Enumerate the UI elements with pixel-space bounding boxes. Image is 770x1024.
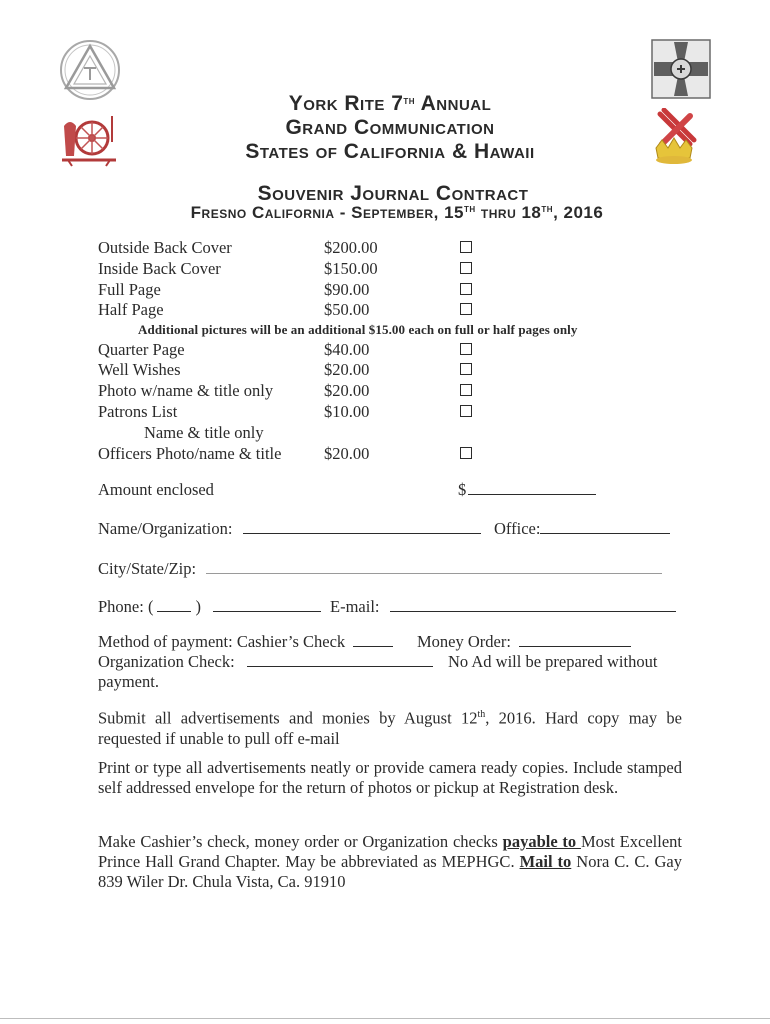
organization-check-field[interactable] (98, 652, 433, 672)
price-row (98, 381, 698, 401)
item-label: Quarter Page (98, 340, 185, 359)
money-order-field[interactable] (417, 632, 631, 652)
name-label: Name/Organization: (98, 519, 233, 538)
item-label: Half Page (98, 300, 164, 319)
item-label: Photo w/name & title only (98, 381, 274, 400)
item-label: Patrons List (98, 402, 178, 421)
item-price: $150.00 (324, 259, 378, 278)
org-check-label: Organization Check: (98, 652, 235, 671)
option-checkbox[interactable] (460, 241, 472, 253)
phone-field[interactable] (98, 597, 321, 617)
item-label: Outside Back Cover (98, 238, 232, 257)
payment-method-field[interactable] (98, 632, 393, 652)
price-row (98, 360, 698, 380)
office-label: Office: (494, 519, 541, 538)
payment-instructions-paragraph: Make Cashier’s check, money order or Organization checks payable to Most Excellent Prince Hall Grand Chapter. May be abbreviated as MEPHGC. Mail to Nora C. C. Gay 839 Wiler Dr. Chula Vista, Ca. 91910 (98, 832, 682, 891)
title-line-2: Grand Communication (285, 116, 495, 139)
event-location-dates: Fresno California - September, 15th thru 18th, 2016 (190, 203, 604, 222)
option-checkbox[interactable] (460, 405, 472, 417)
phone-label: Phone: ( (98, 597, 154, 616)
city-state-zip-field[interactable] (98, 559, 662, 579)
item-label: Inside Back Cover (98, 259, 221, 278)
payment-label: Method of payment: Cashier’s Check (98, 632, 346, 651)
item-sublabel: Name & title only (144, 423, 264, 442)
city-label: City/State/Zip: (98, 559, 197, 578)
item-price: $200.00 (324, 238, 378, 257)
no-ad-warning: No Ad will be prepared without (448, 652, 658, 671)
item-price: $40.00 (324, 340, 370, 359)
amount-field[interactable] (458, 480, 596, 500)
name-organization-field[interactable] (98, 519, 481, 539)
currency-symbol: $ (458, 480, 467, 499)
option-checkbox[interactable] (460, 363, 472, 375)
templar-cross-emblem-icon (650, 38, 712, 100)
price-row (98, 444, 698, 464)
phone-paren: ) (195, 597, 201, 616)
option-checkbox[interactable] (460, 447, 472, 459)
option-checkbox[interactable] (460, 384, 472, 396)
office-field[interactable] (494, 519, 670, 539)
price-row-sublabel (98, 423, 698, 443)
price-row (98, 402, 698, 422)
item-price: $20.00 (324, 444, 370, 463)
email-label: E-mail: (330, 597, 380, 616)
price-row (98, 340, 698, 360)
item-price: $90.00 (324, 280, 370, 299)
option-checkbox[interactable] (460, 262, 472, 274)
price-row (98, 300, 698, 320)
title-line-3: States of California & Hawaii (245, 140, 535, 163)
page-bottom-rule (0, 1018, 770, 1019)
item-label: Well Wishes (98, 360, 181, 379)
contract-title: Souvenir Journal Contract (257, 182, 529, 205)
submission-deadline-paragraph: Submit all advertisements and monies by August 12th, 2016. Hard copy may be requested if unable to pull off e-mail (98, 708, 682, 748)
item-label: Full Page (98, 280, 161, 299)
money-order-label: Money Order: (417, 632, 511, 651)
price-row (98, 280, 698, 300)
option-checkbox[interactable] (460, 283, 472, 295)
print-instructions-paragraph: Print or type all advertisements neatly or provide camera ready copies. Include stamped self addressed envelope for the return of photos or pickup at Registration desk. (98, 758, 682, 797)
amount-label: Amount enclosed (98, 480, 214, 499)
option-checkbox[interactable] (460, 303, 472, 315)
item-price: $20.00 (324, 360, 370, 379)
item-price: $10.00 (324, 402, 370, 421)
price-row (98, 238, 698, 258)
no-ad-warning-end: payment. (98, 672, 159, 691)
additional-pictures-note: Additional pictures will be an additional $15.00 each on full or half pages only (138, 322, 578, 337)
option-checkbox[interactable] (460, 343, 472, 355)
title-line-1: York Rite 7th Annual (288, 92, 492, 115)
email-field[interactable] (330, 597, 676, 617)
price-row (98, 259, 698, 279)
item-price: $50.00 (324, 300, 370, 319)
item-price: $20.00 (324, 381, 370, 400)
item-label: Officers Photo/name & title (98, 444, 282, 463)
